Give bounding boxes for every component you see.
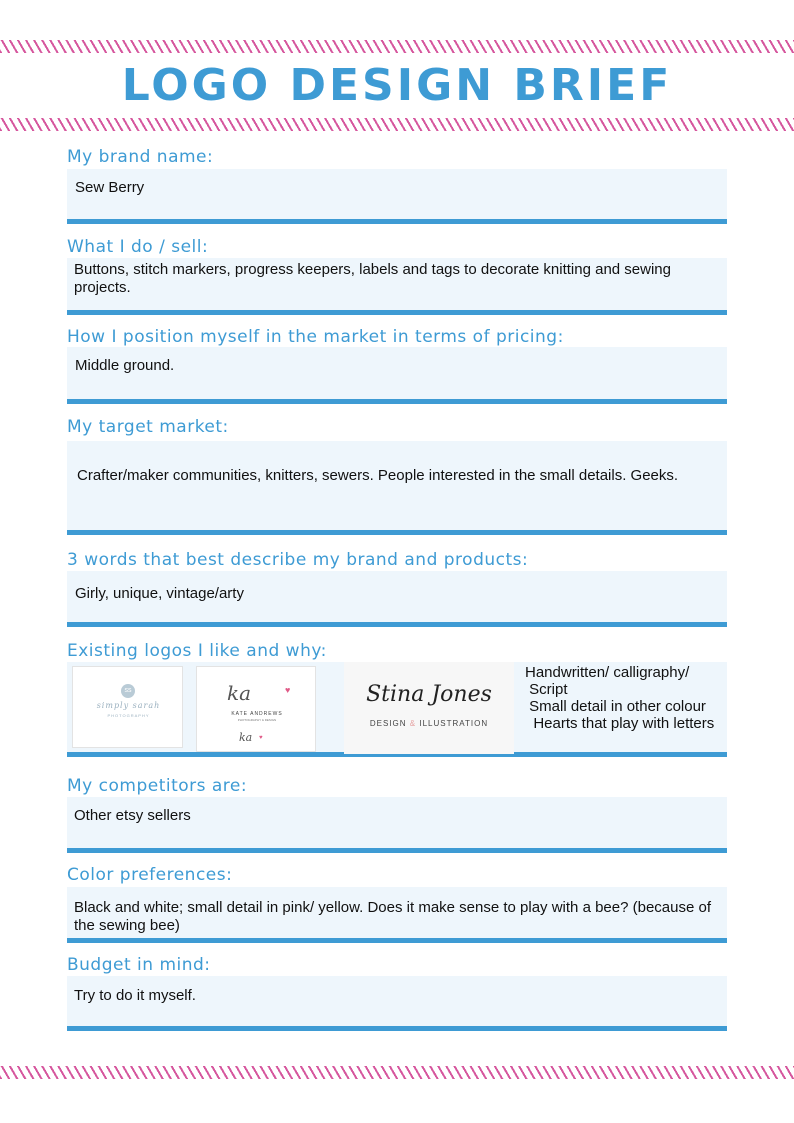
logo-kate-andrews-name: KATE ANDREWS bbox=[231, 711, 283, 717]
logo-example-kate-andrews bbox=[196, 666, 316, 752]
logo-badge-icon: ss bbox=[121, 684, 135, 698]
why-line: Hearts that play with letters bbox=[525, 715, 715, 732]
why-line: Handwritten/ calligraphy/ bbox=[525, 664, 690, 681]
title-stripe-border bbox=[0, 118, 794, 131]
competitors-label: My competitors are: bbox=[67, 776, 248, 796]
budget-label: Budget in mind: bbox=[67, 955, 211, 975]
logos-label: Existing logos I like and why: bbox=[67, 641, 327, 661]
logos-why-notes bbox=[525, 664, 725, 732]
logo-ka-mark: ka bbox=[227, 681, 252, 705]
color-preferences-label: Color preferences: bbox=[67, 865, 233, 885]
target-market-value: Crafter/maker communities, knitters, sewers. People interested in the small details. Geeks. bbox=[77, 467, 679, 484]
brand-name-value: Sew Berry bbox=[75, 179, 145, 196]
target-market-field[interactable] bbox=[67, 441, 727, 535]
logo-example-stina-jones bbox=[344, 662, 514, 754]
logo-stina-jones-sub bbox=[344, 719, 514, 728]
why-line: Script bbox=[525, 681, 568, 698]
color-preferences-value: Black and white; small detail in pink/ yellow. Does it make sense to play with a bee? (because of the sewing bee) bbox=[74, 899, 712, 934]
budget-value: Try to do it myself. bbox=[74, 987, 196, 1004]
heart-icon: ♥ bbox=[285, 685, 291, 695]
brand-name-field[interactable] bbox=[67, 169, 727, 224]
logo-simply-sarah-sub: PHOTOGRAPHY bbox=[107, 713, 150, 718]
competitors-field[interactable] bbox=[67, 797, 727, 853]
logo-example-simply-sarah bbox=[72, 666, 183, 748]
three-words-value: Girly, unique, vintage/arty bbox=[75, 585, 244, 602]
logo-ka-mark-small: ka bbox=[239, 731, 253, 744]
positioning-label: How I position myself in the market in terms of pricing: bbox=[67, 327, 564, 347]
why-line: Small detail in other colour bbox=[525, 698, 706, 715]
what-i-do-value: Buttons, stitch markers, progress keepers, labels and tags to decorate knitting and sewing projects. bbox=[74, 261, 671, 296]
bottom-stripe-border bbox=[0, 1066, 794, 1079]
logo-kate-andrews-sub: PHOTOGRAPHY & DESIGN bbox=[237, 718, 277, 722]
logo-stina-sub-right: ILLUSTRATION bbox=[419, 719, 489, 728]
brand-name-label: My brand name: bbox=[67, 147, 214, 167]
logo-stina-sub-left: DESIGN bbox=[369, 719, 407, 728]
heart-icon: ♥ bbox=[259, 735, 263, 741]
top-stripe-border bbox=[0, 40, 794, 53]
color-preferences-field[interactable] bbox=[67, 887, 727, 943]
three-words-label: 3 words that best describe my brand and products: bbox=[67, 550, 529, 570]
page-title: LOGO DESIGN BRIEF bbox=[121, 60, 673, 111]
logo-simply-sarah-text: simply sarah bbox=[96, 701, 161, 710]
positioning-field[interactable] bbox=[67, 347, 727, 404]
what-i-do-field[interactable] bbox=[67, 258, 727, 315]
what-i-do-label: What I do / sell: bbox=[67, 237, 209, 257]
logo-stina-sub-amp: & bbox=[409, 719, 417, 728]
logo-stina-jones-script: Stina Jones bbox=[366, 682, 492, 707]
positioning-value: Middle ground. bbox=[75, 357, 175, 374]
target-market-label: My target market: bbox=[67, 417, 229, 437]
competitors-value: Other etsy sellers bbox=[74, 807, 191, 824]
three-words-field[interactable] bbox=[67, 571, 727, 627]
budget-field[interactable] bbox=[67, 976, 727, 1031]
